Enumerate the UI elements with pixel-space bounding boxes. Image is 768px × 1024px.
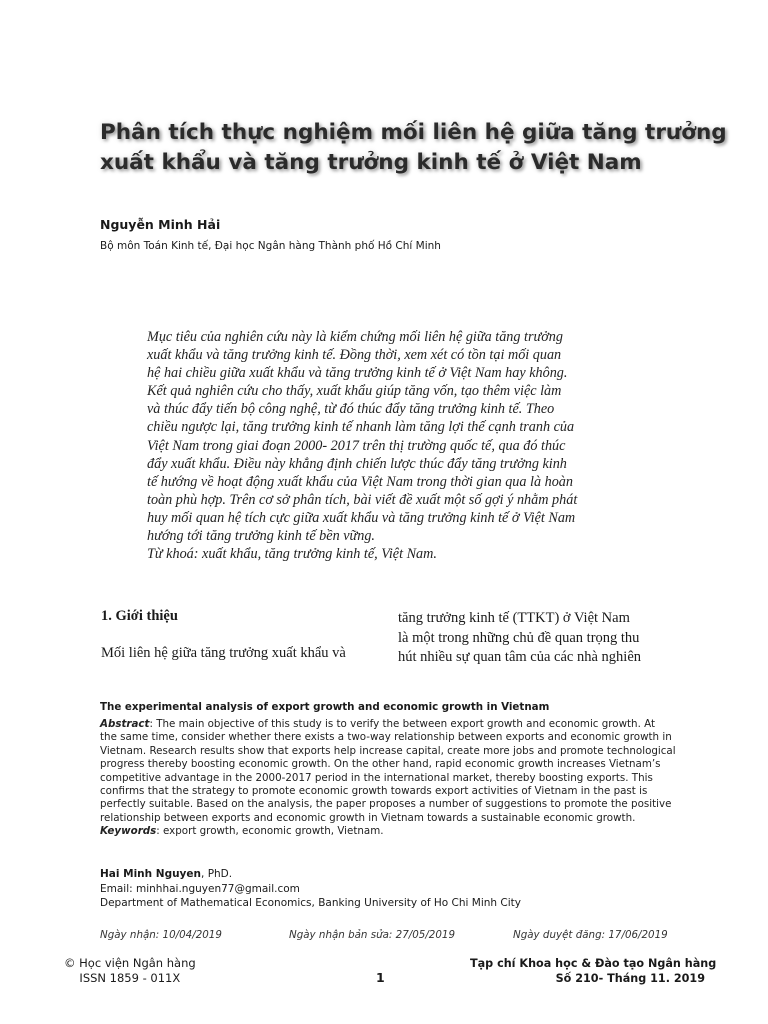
author-name: Nguyễn Minh Hải [100, 217, 221, 232]
contact-email: Email: minhhai.nguyen77@gmail.com [100, 882, 300, 895]
abstract-line: relationship between exports and economic growth in Vietnam towards a sustainable economic growth. [100, 811, 636, 824]
vietnamese-abstract [147, 328, 627, 563]
abstract-line: Vietnam. Research results show that exports help increase capital, create more jobs and promote technological [100, 744, 676, 757]
contact-department: Department of Mathematical Economics, Banking University of Ho Chi Minh City [100, 897, 522, 909]
abstract-line: chiều ngược lại, tăng trưởng kinh tế nhanh làm tăng lợi thế cạnh tranh của [147, 419, 575, 436]
footer-right [470, 956, 717, 986]
abstract-line: tế hướng về hoạt động xuất khẩu của Việt Nam trong thời gian qua là hoàn [147, 473, 573, 490]
section-heading: 1. Giới thiệu [101, 608, 178, 624]
keywords-text: : export growth, economic growth, Vietnam. [156, 825, 384, 838]
abstract-line: hệ hai chiều giữa xuất khẩu và tăng trưởng kinh tế ở Việt Nam hay không. [147, 365, 568, 382]
abstract-line: Kết quả nghiên cứu cho thấy, xuất khẩu giúp tăng vốn, tạo thêm việc làm [147, 383, 562, 400]
abstract-label: Abstract [100, 718, 150, 730]
abstract-line: competitive advantage in the 2000-2017 period in the international market, thereby boosting exports. This [100, 771, 653, 784]
footer-left [64, 956, 196, 986]
intro-line: hút nhiều sự quan tâm của các nhà nghiên [398, 649, 642, 665]
keywords-label: Keywords [100, 825, 157, 838]
article-title [100, 118, 727, 178]
abstract-line: : The main objective of this study is to verify the between export growth and economic growth. At [149, 718, 656, 730]
title-line: xuất khẩu và tăng trưởng kinh tế ở Việt Nam [100, 150, 642, 175]
contact-block [100, 867, 521, 911]
date-accepted: Ngày duyệt đăng: 17/06/2019 [513, 929, 668, 941]
contact-title: , PhD. [201, 868, 233, 880]
intro-line: tăng trưởng kinh tế (TTKT) ở Việt Nam [398, 610, 630, 626]
abstract-line: Việt Nam trong giai đoạn 2000- 2017 trên thị trường quốc tế, qua đó thúc [147, 437, 566, 454]
intro-right-column [398, 609, 641, 668]
author-affiliation: Bộ môn Toán Kinh tế, Đại học Ngân hàng Thành phố Hồ Chí Minh [100, 240, 441, 252]
date-received: Ngày nhận: 10/04/2019 [100, 929, 222, 941]
issn: ISSN 1859 - 011X [79, 971, 181, 985]
abstract-line: và thúc đẩy tiến bộ công nghệ, từ đó thúc đẩy tăng trưởng kinh tế. Theo [147, 401, 555, 418]
publisher-copyright: © Học viện Ngân hàng [64, 956, 196, 970]
english-abstract [100, 718, 676, 839]
abstract-line: perfectly suitable. Based on the analysis, the paper proposes a number of suggestions to promote the positive [100, 798, 672, 811]
abstract-line: confirms that the strategy to promote economic growth towards export activities of Vietnam in the past is [100, 785, 648, 798]
intro-left-column: Mối liên hệ giữa tăng trưởng xuất khẩu và [101, 645, 346, 661]
issue-number: Số 210- Tháng 11. 2019 [555, 972, 705, 985]
abstract-line: progress thereby boosting economic growth. On the other hand, rapid economic growth increases Vietnam’s [100, 758, 661, 771]
title-line: Phân tích thực nghiệm mối liên hệ giữa tăng trưởng [100, 120, 727, 145]
abstract-line: Mục tiêu của nghiên cứu này là kiểm chứng mối liên hệ giữa tăng trưởng [147, 329, 563, 345]
date-revised: Ngày nhận bản sửa: 27/05/2019 [289, 929, 456, 941]
journal-name: Tạp chí Khoa học & Đào tạo Ngân hàng [470, 957, 717, 970]
abstract-line: xuất khẩu và tăng trưởng kinh tế. Đồng thời, xem xét có tồn tại mối quan [147, 347, 562, 364]
abstract-line: đẩy xuất khẩu. Điều này khẳng định chiến lược thúc đẩy tăng trưởng kinh [147, 455, 567, 472]
abstract-line: huy mối quan hệ tích cực giữa xuất khẩu và tăng trưởng kinh tế ở Việt Nam [147, 509, 576, 526]
abstract-line: toàn phù hợp. Trên cơ sở phân tích, bài viết đề xuất một số gợi ý nhằm phát [147, 491, 578, 508]
contact-name: Hai Minh Nguyen [100, 868, 202, 880]
abstract-line: hướng tới tăng trưởng kinh tế bền vững. [147, 528, 375, 545]
intro-line: là một trong những chủ đề quan trọng thu [398, 629, 640, 646]
page-number: 1 [376, 970, 385, 985]
keywords-line: Từ khoá: xuất khẩu, tăng trưởng kinh tế, Việt Nam. [147, 546, 437, 563]
english-title: The experimental analysis of export growth and economic growth in Vietnam [100, 701, 550, 713]
abstract-line: the same time, consider whether there exists a two-way relationship between exports and economic growth in [100, 731, 672, 744]
